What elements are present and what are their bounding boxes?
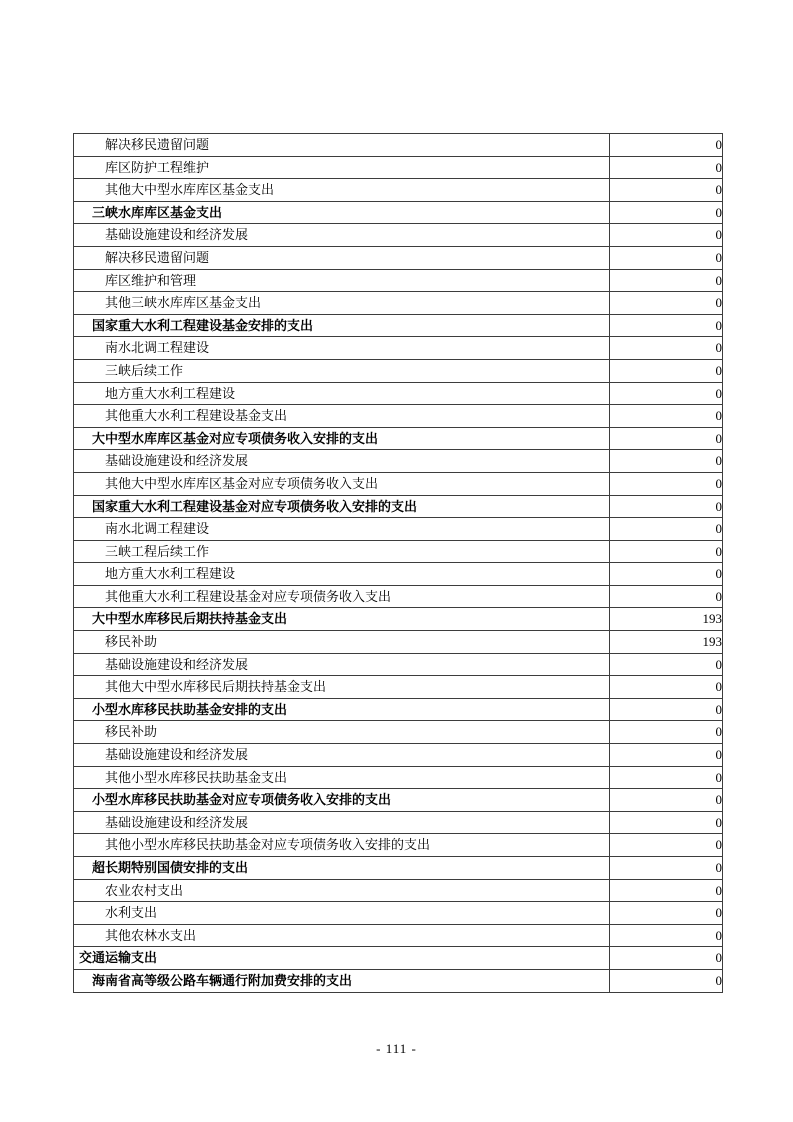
item-label-cell: 大中型水库移民后期扶持基金支出	[74, 608, 610, 631]
table-row	[74, 518, 723, 541]
item-value-cell: 0	[610, 518, 723, 541]
table-row	[74, 834, 723, 857]
item-value-cell: 0	[610, 405, 723, 428]
table-row	[74, 924, 723, 947]
table-row	[74, 224, 723, 247]
item-value-cell: 0	[610, 382, 723, 405]
table-row	[74, 585, 723, 608]
item-label-cell: 其他大中型水库库区基金对应专项债务收入支出	[74, 472, 610, 495]
item-label-cell: 其他大中型水库移民后期扶持基金支出	[74, 676, 610, 699]
table-row	[74, 676, 723, 699]
item-value-cell: 0	[610, 766, 723, 789]
item-label-cell: 库区防护工程维护	[74, 156, 610, 179]
table-row	[74, 811, 723, 834]
table-row	[74, 201, 723, 224]
table-row	[74, 179, 723, 202]
item-label-cell: 库区维护和管理	[74, 269, 610, 292]
item-label-cell: 基础设施建设和经济发展	[74, 744, 610, 767]
table-row	[74, 698, 723, 721]
table-row	[74, 902, 723, 925]
item-value-cell: 0	[610, 585, 723, 608]
budget-table-body	[74, 134, 723, 993]
item-value-cell: 0	[610, 450, 723, 473]
item-value-cell: 0	[610, 224, 723, 247]
item-value-cell: 193	[610, 631, 723, 654]
item-label-cell: 基础设施建设和经济发展	[74, 653, 610, 676]
item-value-cell: 0	[610, 495, 723, 518]
table-row	[74, 563, 723, 586]
item-label-cell: 其他重大水利工程建设基金支出	[74, 405, 610, 428]
table-row	[74, 134, 723, 157]
budget-table-container	[73, 133, 722, 993]
table-row	[74, 359, 723, 382]
item-value-cell: 0	[610, 857, 723, 880]
item-label-cell: 基础设施建设和经济发展	[74, 224, 610, 247]
item-value-cell: 0	[610, 246, 723, 269]
item-label-cell: 基础设施建设和经济发展	[74, 450, 610, 473]
item-value-cell: 0	[610, 314, 723, 337]
item-value-cell: 0	[610, 811, 723, 834]
table-row	[74, 292, 723, 315]
item-label-cell: 基础设施建设和经济发展	[74, 811, 610, 834]
item-value-cell: 0	[610, 789, 723, 812]
table-row	[74, 608, 723, 631]
table-row	[74, 721, 723, 744]
item-value-cell: 0	[610, 879, 723, 902]
item-value-cell: 0	[610, 947, 723, 970]
table-row	[74, 540, 723, 563]
item-value-cell: 0	[610, 721, 723, 744]
table-row	[74, 744, 723, 767]
item-label-cell: 大中型水库库区基金对应专项债务收入安排的支出	[74, 427, 610, 450]
item-label-cell: 三峡后续工作	[74, 359, 610, 382]
item-value-cell: 0	[610, 134, 723, 157]
item-label-cell: 其他三峡水库库区基金支出	[74, 292, 610, 315]
table-row	[74, 969, 723, 992]
item-label-cell: 其他大中型水库库区基金支出	[74, 179, 610, 202]
item-value-cell: 0	[610, 337, 723, 360]
table-row	[74, 314, 723, 337]
item-label-cell: 移民补助	[74, 721, 610, 744]
item-label-cell: 国家重大水利工程建设基金对应专项债务收入安排的支出	[74, 495, 610, 518]
item-value-cell: 0	[610, 902, 723, 925]
item-value-cell: 0	[610, 292, 723, 315]
table-row	[74, 427, 723, 450]
table-row	[74, 269, 723, 292]
table-row	[74, 156, 723, 179]
item-label-cell: 南水北调工程建设	[74, 518, 610, 541]
item-value-cell: 0	[610, 698, 723, 721]
table-row	[74, 766, 723, 789]
item-label-cell: 其他小型水库移民扶助基金支出	[74, 766, 610, 789]
item-label-cell: 三峡水库库区基金支出	[74, 201, 610, 224]
item-value-cell: 0	[610, 201, 723, 224]
item-value-cell: 0	[610, 653, 723, 676]
item-value-cell: 0	[610, 359, 723, 382]
table-row	[74, 947, 723, 970]
item-value-cell: 193	[610, 608, 723, 631]
page-number: - 111 -	[376, 1041, 417, 1056]
item-label-cell: 小型水库移民扶助基金对应专项债务收入安排的支出	[74, 789, 610, 812]
table-row	[74, 879, 723, 902]
table-row	[74, 405, 723, 428]
table-row	[74, 857, 723, 880]
item-label-cell: 海南省高等级公路车辆通行附加费安排的支出	[74, 969, 610, 992]
table-row	[74, 450, 723, 473]
item-label-cell: 交通运输支出	[74, 947, 610, 970]
item-value-cell: 0	[610, 969, 723, 992]
item-label-cell: 其他重大水利工程建设基金对应专项债务收入支出	[74, 585, 610, 608]
item-value-cell: 0	[610, 540, 723, 563]
item-label-cell: 解决移民遗留问题	[74, 134, 610, 157]
table-row	[74, 246, 723, 269]
table-row	[74, 495, 723, 518]
budget-table	[73, 133, 723, 993]
item-value-cell: 0	[610, 179, 723, 202]
item-label-cell: 国家重大水利工程建设基金安排的支出	[74, 314, 610, 337]
table-row	[74, 631, 723, 654]
item-value-cell: 0	[610, 269, 723, 292]
item-value-cell: 0	[610, 563, 723, 586]
table-row	[74, 382, 723, 405]
table-row	[74, 472, 723, 495]
item-label-cell: 超长期特别国债安排的支出	[74, 857, 610, 880]
item-value-cell: 0	[610, 156, 723, 179]
item-label-cell: 其他农林水支出	[74, 924, 610, 947]
item-value-cell: 0	[610, 427, 723, 450]
item-value-cell: 0	[610, 834, 723, 857]
item-label-cell: 水利支出	[74, 902, 610, 925]
item-value-cell: 0	[610, 924, 723, 947]
item-label-cell: 地方重大水利工程建设	[74, 382, 610, 405]
item-label-cell: 农业农村支出	[74, 879, 610, 902]
item-label-cell: 三峡工程后续工作	[74, 540, 610, 563]
item-value-cell: 0	[610, 744, 723, 767]
item-value-cell: 0	[610, 676, 723, 699]
item-label-cell: 南水北调工程建设	[74, 337, 610, 360]
item-label-cell: 地方重大水利工程建设	[74, 563, 610, 586]
item-label-cell: 解决移民遗留问题	[74, 246, 610, 269]
table-row	[74, 653, 723, 676]
table-row	[74, 789, 723, 812]
item-value-cell: 0	[610, 472, 723, 495]
table-row	[74, 337, 723, 360]
item-label-cell: 其他小型水库移民扶助基金对应专项债务收入安排的支出	[74, 834, 610, 857]
item-label-cell: 小型水库移民扶助基金安排的支出	[74, 698, 610, 721]
item-label-cell: 移民补助	[74, 631, 610, 654]
